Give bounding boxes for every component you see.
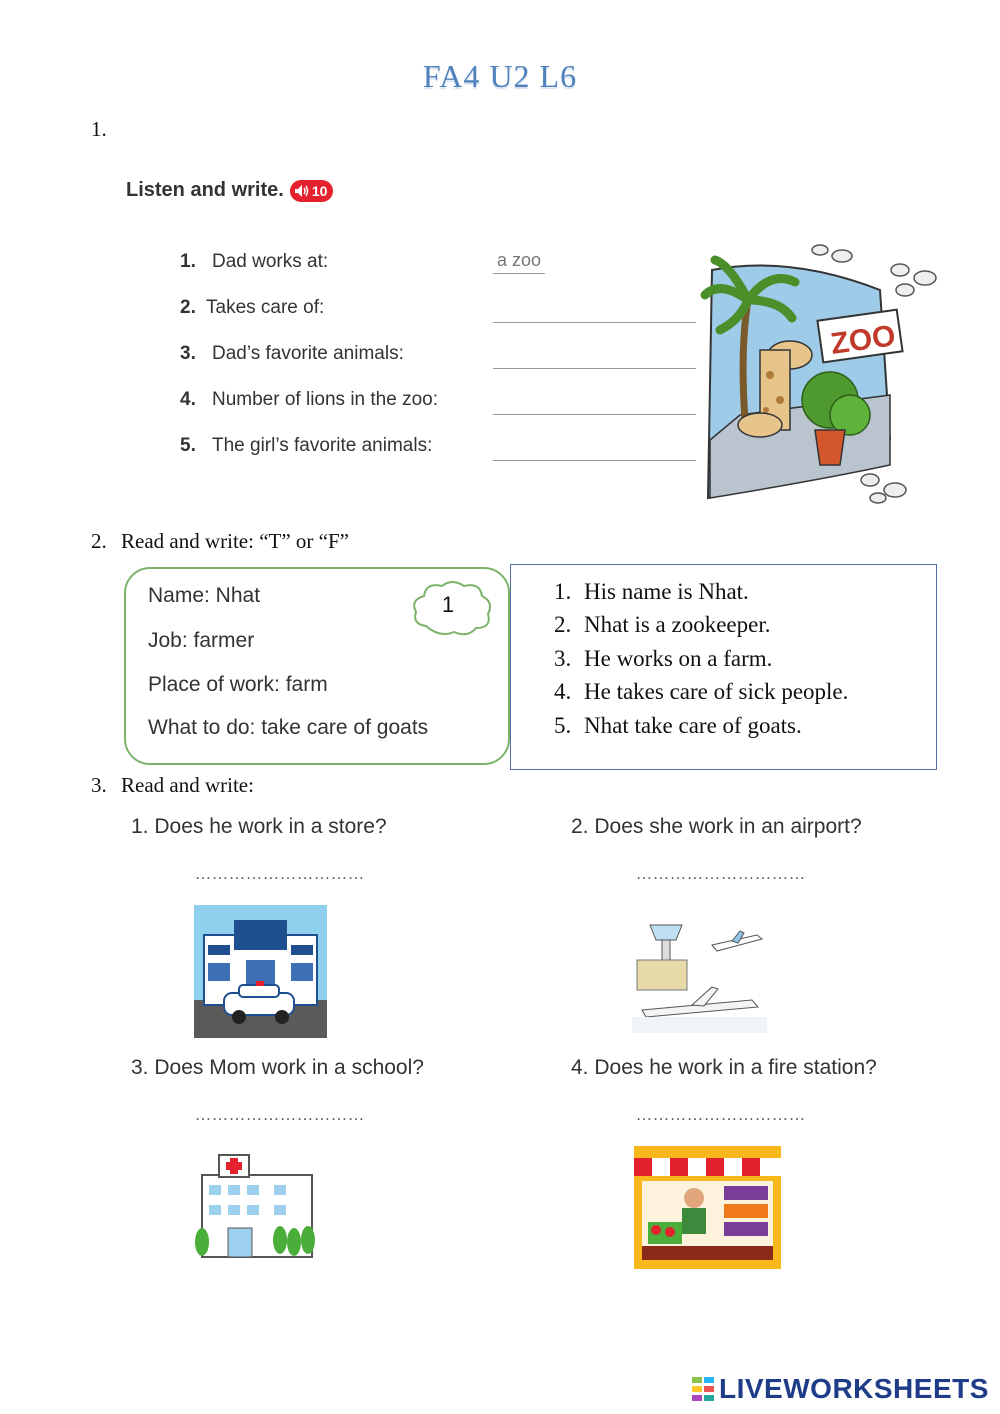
- q1-item-number: 2.: [180, 297, 196, 318]
- tf-statement-number: 1.: [554, 579, 572, 604]
- tf-statement-text: He takes care of sick people.: [584, 679, 849, 704]
- section1-number: 1.: [91, 117, 107, 141]
- profile-job: Job: farmer: [148, 629, 255, 652]
- section2-number: 2.: [91, 529, 107, 553]
- answer-input-q3-3[interactable]: …………………………: [195, 1107, 365, 1124]
- section2-heading: Read and write: “T” or “F”: [121, 529, 349, 553]
- police-station-image: [194, 905, 327, 1038]
- q1-item-label: Takes care of:: [206, 297, 325, 318]
- brand-text: LIVEWORKSHEETS: [719, 1373, 989, 1404]
- q1-item-label: Dad works at:: [212, 251, 329, 272]
- q1-example-answer: a zoo: [497, 250, 542, 270]
- tf-statement[interactable]: [554, 713, 802, 739]
- q1-item-label: Number of lions in the zoo:: [212, 389, 439, 410]
- speaker-icon: [294, 184, 310, 198]
- answer-input-4[interactable]: [493, 392, 696, 415]
- zoo-illustration: [700, 240, 945, 510]
- tf-statement-number: 5.: [554, 713, 572, 738]
- section1-heading: [126, 179, 333, 202]
- answer-input-q3-1[interactable]: …………………………: [195, 866, 365, 883]
- audio-play-button[interactable]: [290, 180, 334, 202]
- tf-statement-text: Nhat is a zookeeper.: [584, 612, 771, 637]
- tf-statement[interactable]: [554, 612, 770, 638]
- answer-input-q3-4[interactable]: …………………………: [636, 1107, 806, 1124]
- liveworksheets-logo: [691, 1373, 989, 1405]
- q1-item-number: 5.: [180, 435, 196, 456]
- q1-item-number: 3.: [180, 343, 196, 364]
- profile-name: Name: Nhat: [148, 584, 261, 607]
- q1-item-label: Dad’s favorite animals:: [212, 343, 404, 364]
- tf-statement-text: His name is Nhat.: [584, 579, 749, 604]
- tf-statement-number: 4.: [554, 679, 572, 704]
- answer-input-2[interactable]: [493, 300, 696, 323]
- profile-place: Place of work: farm: [148, 673, 328, 696]
- tf-statement[interactable]: [554, 579, 749, 605]
- answer-input-q3-2[interactable]: …………………………: [636, 866, 806, 883]
- page-title: FA4 U2 L6: [422, 58, 578, 94]
- q1-item: [180, 435, 432, 457]
- q3-question-2: 2. Does she work in an airport?: [571, 815, 862, 838]
- q3-question-1: 1. Does he work in a store?: [131, 815, 387, 838]
- q1-item-label: The girl’s favorite animals:: [212, 435, 433, 456]
- tf-statement-number: 3.: [554, 646, 572, 671]
- q1-item: [180, 251, 328, 273]
- profile-task: What to do: take care of goats: [148, 716, 429, 739]
- audio-track-number: 10: [311, 182, 328, 199]
- section1-heading-text: Listen and write.: [126, 179, 284, 201]
- section3-number: 3.: [91, 773, 107, 797]
- tf-statement[interactable]: [554, 646, 772, 672]
- zoo-sign-text: ZOO: [828, 319, 898, 361]
- tf-statement-text: Nhat take care of goats.: [584, 713, 802, 738]
- section3-heading: Read and write:: [121, 773, 254, 797]
- q1-item: [180, 297, 324, 319]
- tf-statement-text: He works on a farm.: [584, 646, 773, 671]
- q1-answer-underline: [493, 251, 545, 274]
- airport-image: [632, 905, 767, 1033]
- answer-input-5[interactable]: [493, 438, 696, 461]
- cloud-number: 1: [441, 592, 455, 617]
- answer-input-3[interactable]: [493, 346, 696, 369]
- q3-question-4: 4. Does he work in a fire station?: [571, 1056, 877, 1079]
- liveworksheets-logo-icon: [691, 1376, 715, 1402]
- hospital-image: [194, 1150, 319, 1260]
- q1-item: [180, 389, 438, 411]
- tf-statement[interactable]: [554, 679, 848, 705]
- grocery-store-image: [634, 1146, 781, 1269]
- q1-item-number: 1.: [180, 251, 196, 272]
- tf-statement-number: 2.: [554, 612, 572, 637]
- q1-item-number: 4.: [180, 389, 196, 410]
- q1-item: [180, 343, 404, 365]
- q3-question-3: 3. Does Mom work in a school?: [131, 1056, 424, 1079]
